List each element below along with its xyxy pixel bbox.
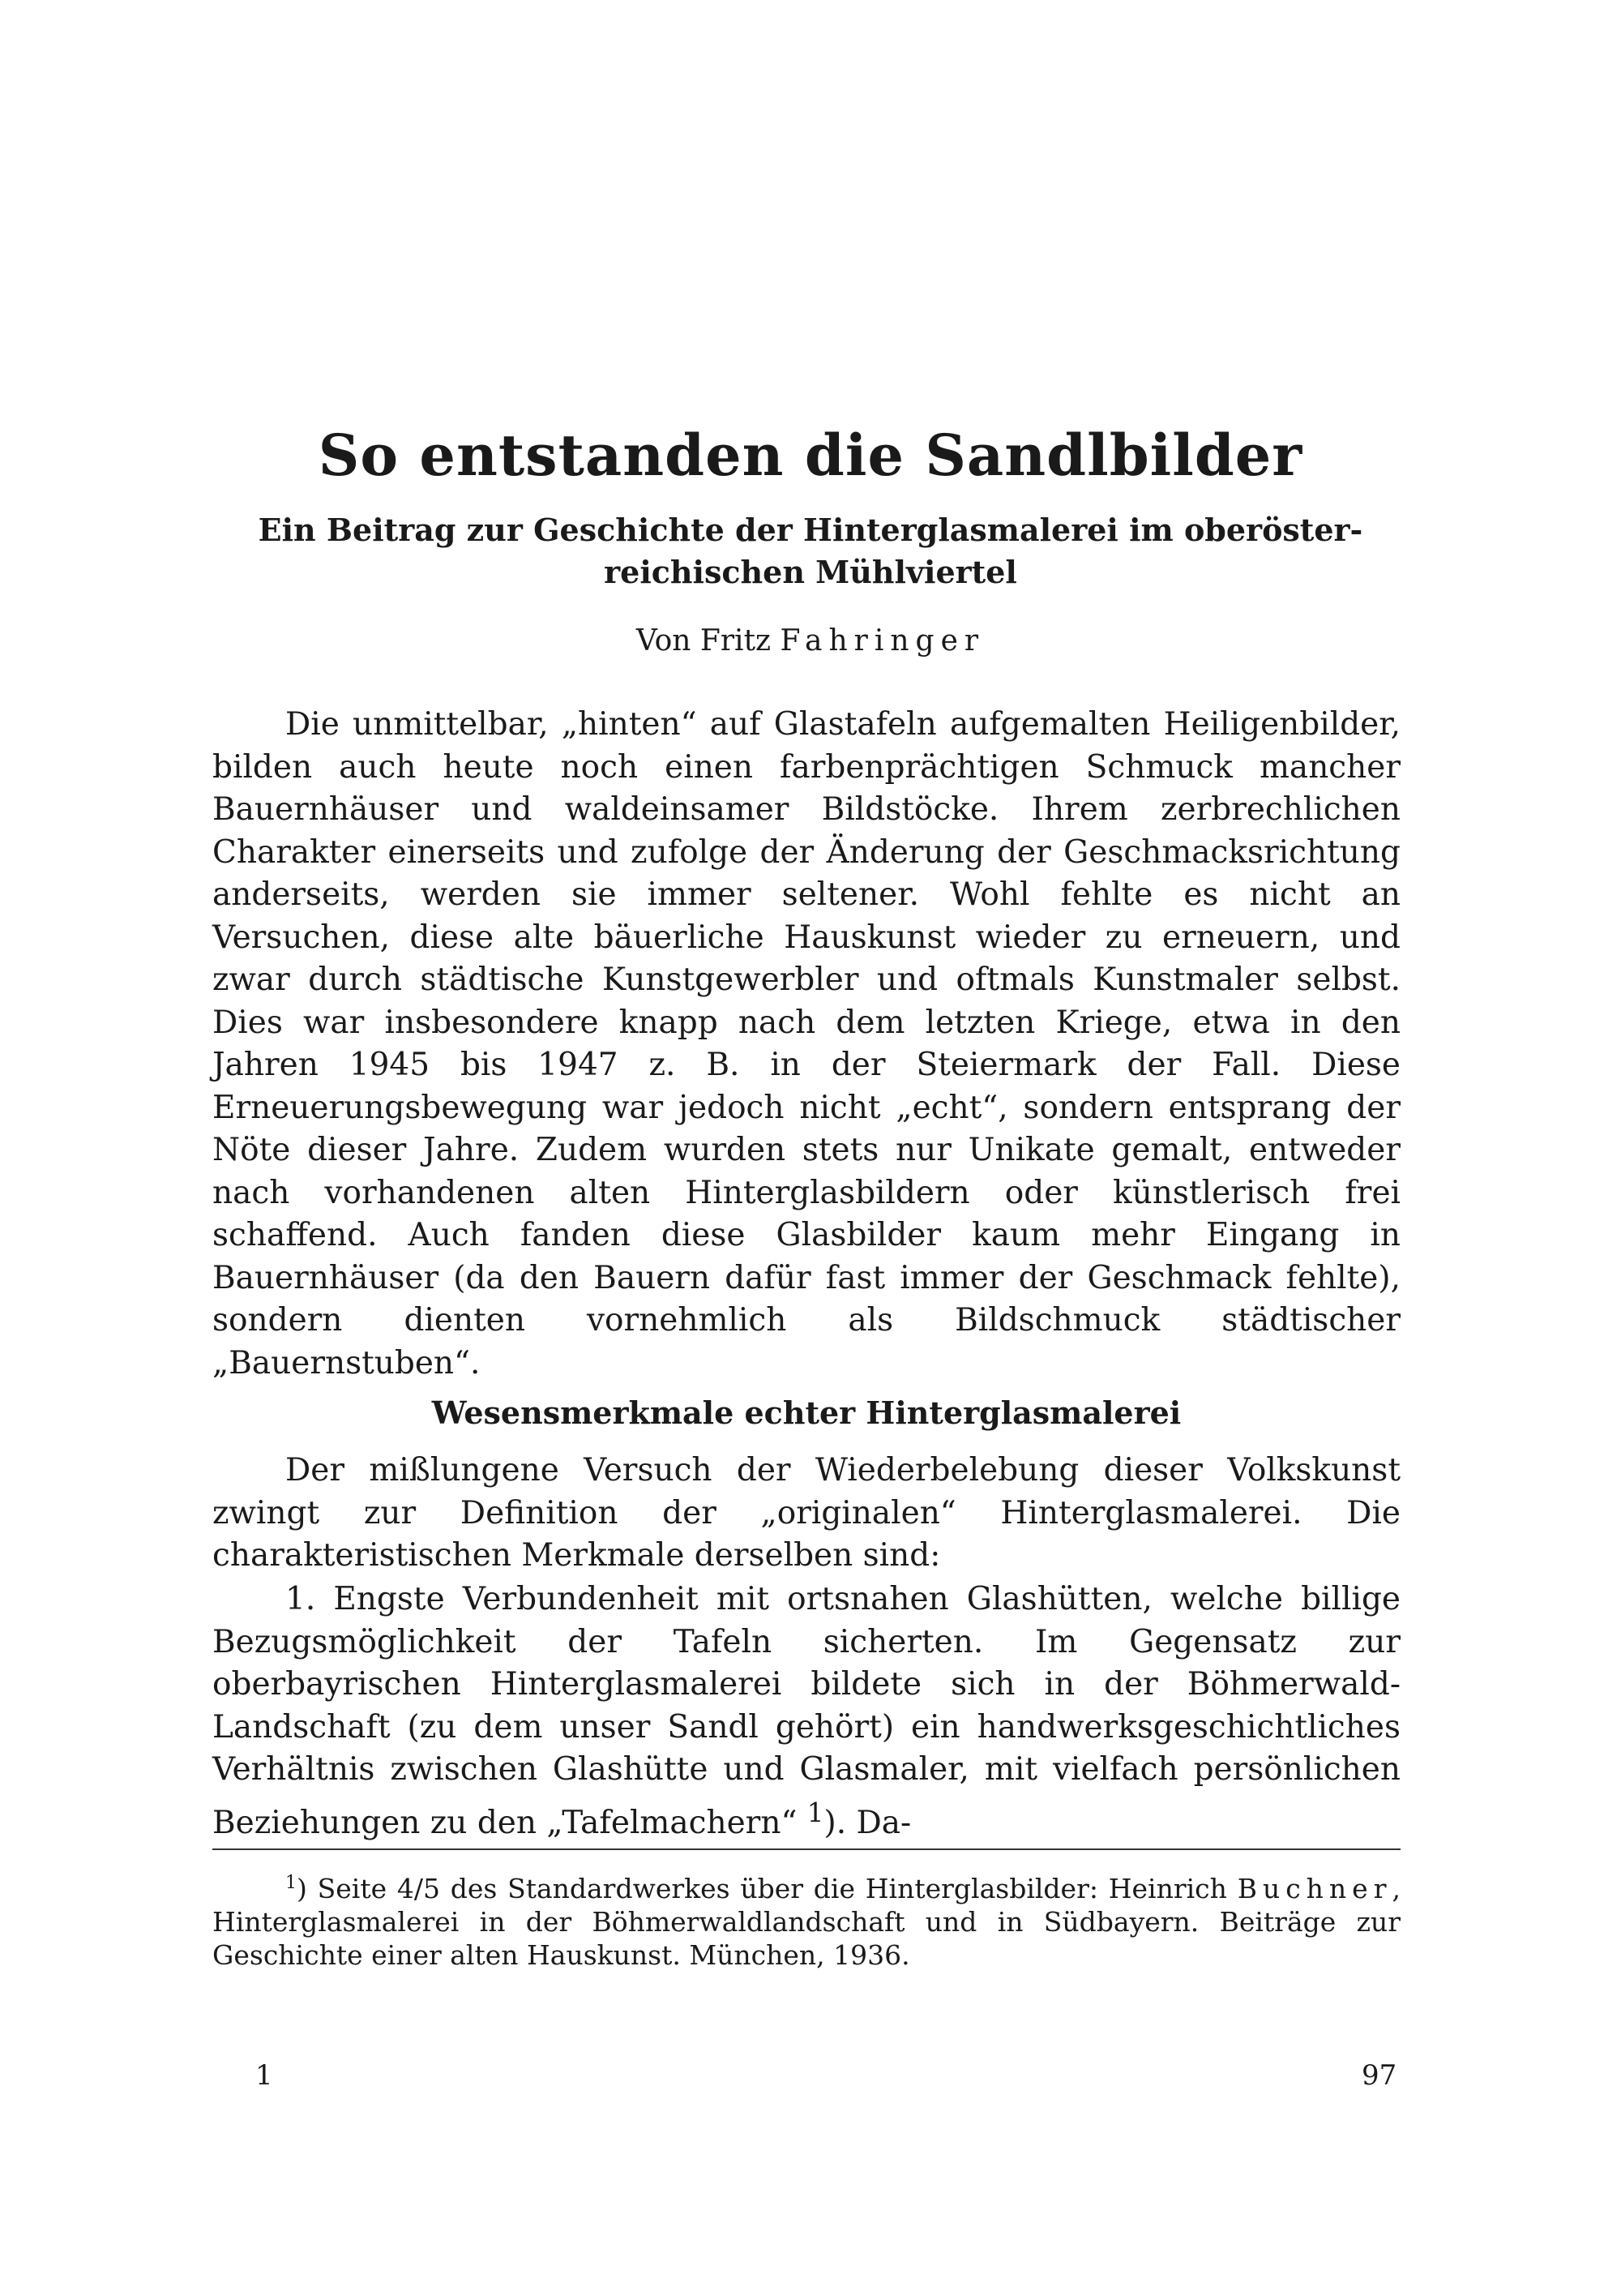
page-number: 97	[1362, 2059, 1397, 2092]
article-subtitle: Ein Beitrag zur Geschichte der Hinterglasmalerei im oberöster- reichischen Mühlviertel	[258, 512, 1363, 590]
footnote	[212, 1866, 1401, 1972]
footnote-marker: 1	[285, 1873, 297, 1893]
footnote-reference: 1	[806, 1797, 824, 1828]
author-prefix: Von Fritz	[635, 624, 772, 658]
intro-paragraph: Die unmittelbar, „hinten“ auf Glastafeln aufgemalten Heiligenbilder, bilden auch heute noch einen farbenprächtigen Schmuck mancher Bauernhäuser und waldeinsamer Bildstöcke. Ihrem zerbrechlichen Charakter einerseits und zufolge der Änderung der Geschmacksrichtung anderseits, werden sie immer seltener. Wohl fehlte es nicht an Versuchen, diese alte bäuerliche Hauskunst wieder zu erneuern, und zwar durch städtische Kunstgewerbler und oftmals Kunstmaler selbst. Dies war insbesondere knapp nach dem letzten Kriege, etwa in den Jahren 1945 bis 1947 z. B. in der Steiermark der Fall. Diese Erneuerungsbewegung war jedoch nicht „echt“, sondern entsprang der Nöte dieser Jahre. Zudem wurden stets nur Unikate gemalt, entweder nach vorhandenen alten Hinterglasbildern oder künstlerisch frei schaffend. Auch fanden diese Glasbilder kaum mehr Eingang in Bauernhäuser (da den Bauern dafür fast immer der Geschmack fehlte), sondern dienten vornehmlich als Bildschmuck städtischer „Bauernstuben“.	[212, 706, 1401, 1381]
footnote-author-name: Buchner	[1237, 1873, 1392, 1904]
footnote-text-before: ) Seite 4/5 des Standardwerkes über die Hinterglasbilder: Heinrich	[297, 1873, 1227, 1904]
article-title: So entstanden die Sandlbilder	[318, 422, 1303, 489]
author-line	[211, 624, 1410, 658]
point-one-text: 1. Engste Verbundenheit mit ortsnahen Glashütten, welche billige Bezugsmöglichkeit der Tafeln sicherten. Im Gegensatz zur oberbayrischen Hinterglasmalerei bildete sich in der Böhmerwald-Landschaft (zu dem unser Sandl gehört) ein handwerksgeschichtliches Verhältnis zwischen Glashütte und Glasmaler, mit vielfach persönlichen Beziehungen zu den „Tafelmachern“	[212, 1581, 1401, 1841]
section-heading: Wesensmerkmale echter Hinterglasmalerei	[431, 1394, 1182, 1431]
footnote-text-after: , Hinterglasmalerei in der Böhmerwaldlandschaft und in Südbayern. Beiträge zur Geschichte einer alten Hauskunst. München, 1936.	[212, 1873, 1401, 1971]
footnote-divider	[212, 1848, 1401, 1850]
definition-paragraph: Der mißlungene Versuch der Wiederbelebung dieser Volkskunst zwingt zur Definition der „originalen“ Hinterglasmalerei. Die charakteristischen Merkmale derselben sind:	[212, 1452, 1401, 1574]
signature-mark: 1	[255, 2059, 273, 2092]
point-one-paragraph	[212, 1578, 1401, 1844]
point-one-tail: ). Da-	[823, 1804, 912, 1841]
author-surname: Fahringer	[780, 624, 986, 658]
